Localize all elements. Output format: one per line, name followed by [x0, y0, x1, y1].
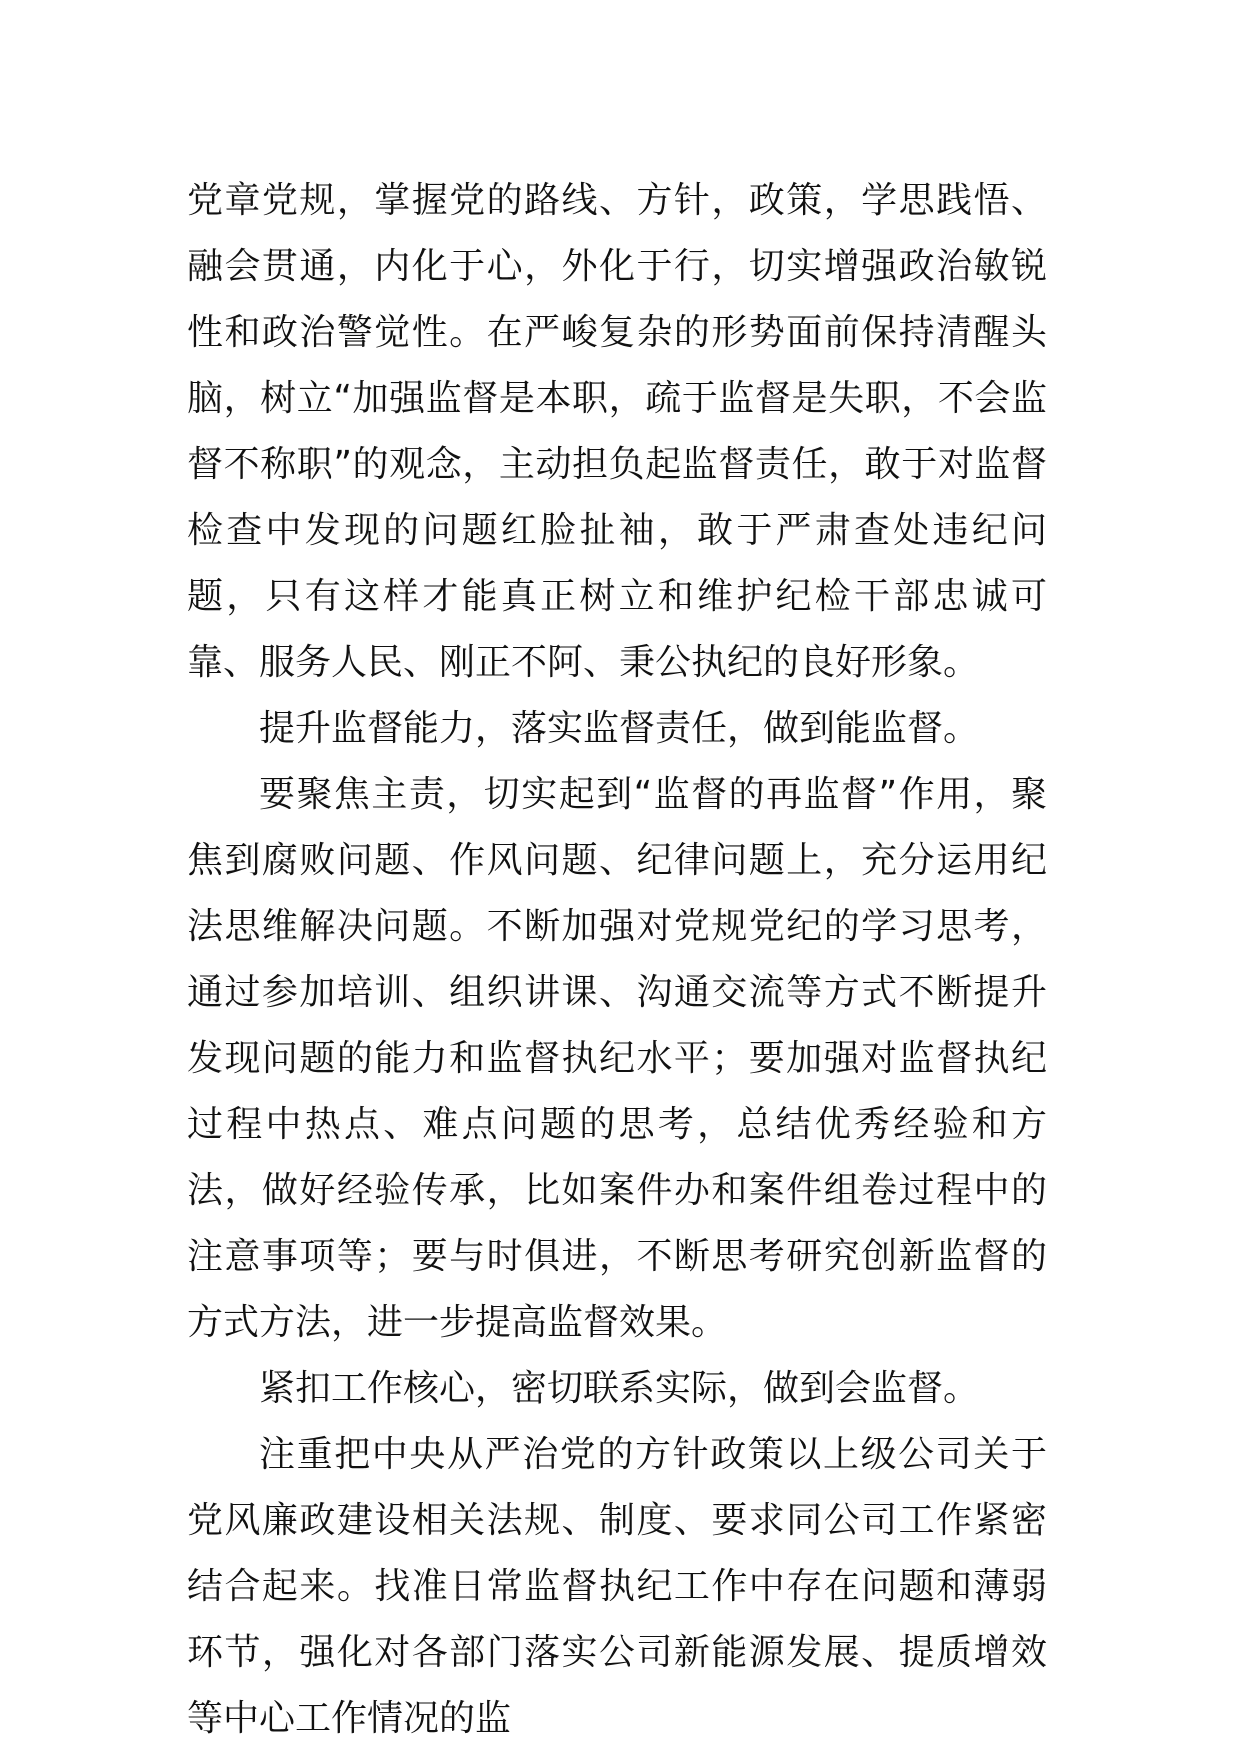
paragraph-heading-ability: 提升监督能力，落实监督责任，做到能监督。: [259, 708, 980, 749]
document-body: [187, 168, 1047, 1752]
paragraph-continued: 党章党规，掌握党的路线、方针，政策，学思践悟、融会贯通，内化于心，外化于行，切实增强政治敏锐性和政治警觉性。在严峻复杂的形势面前保持清醒头脑，树立“加强监督是本职，疏于监督是失职，不会监督不称职”的观念，主动担负起监督责任，敢于对监督检查中发现的问题红脸扯袖，敢于严肃查处违纪问题，只有这样才能真正树立和维护纪检干部忠诚可靠、服务人民、刚正不阿、秉公执纪的良好形象。: [187, 180, 1047, 683]
paragraph-heading-core: 紧扣工作核心，密切联系实际，做到会监督。: [259, 1368, 980, 1409]
paragraph-policy: 注重把中央从严治党的方针政策以上级公司关于党风廉政建设相关法规、制度、要求同公司工作紧密结合起来。找准日常监督执纪工作中存在问题和薄弱环节，强化对各部门落实公司新能源发展、提质增效等中心工作情况的监: [187, 1434, 1047, 1739]
paragraph-focus-duty: 要聚焦主责，切实起到“监督的再监督”作用，聚焦到腐败问题、作风问题、纪律问题上，充分运用纪法思维解决问题。不断加强对党规党纪的学习思考，通过参加培训、组织讲课、沟通交流等方式不断提升发现问题的能力和监督执纪水平；要加强对监督执纪过程中热点、难点问题的思考，总结优秀经验和方法，做好经验传承，比如案件办和案件组卷过程中的注意事项等；要与时俱进，不断思考研究创新监督的方式方法，进一步提高监督效果。: [187, 774, 1047, 1343]
